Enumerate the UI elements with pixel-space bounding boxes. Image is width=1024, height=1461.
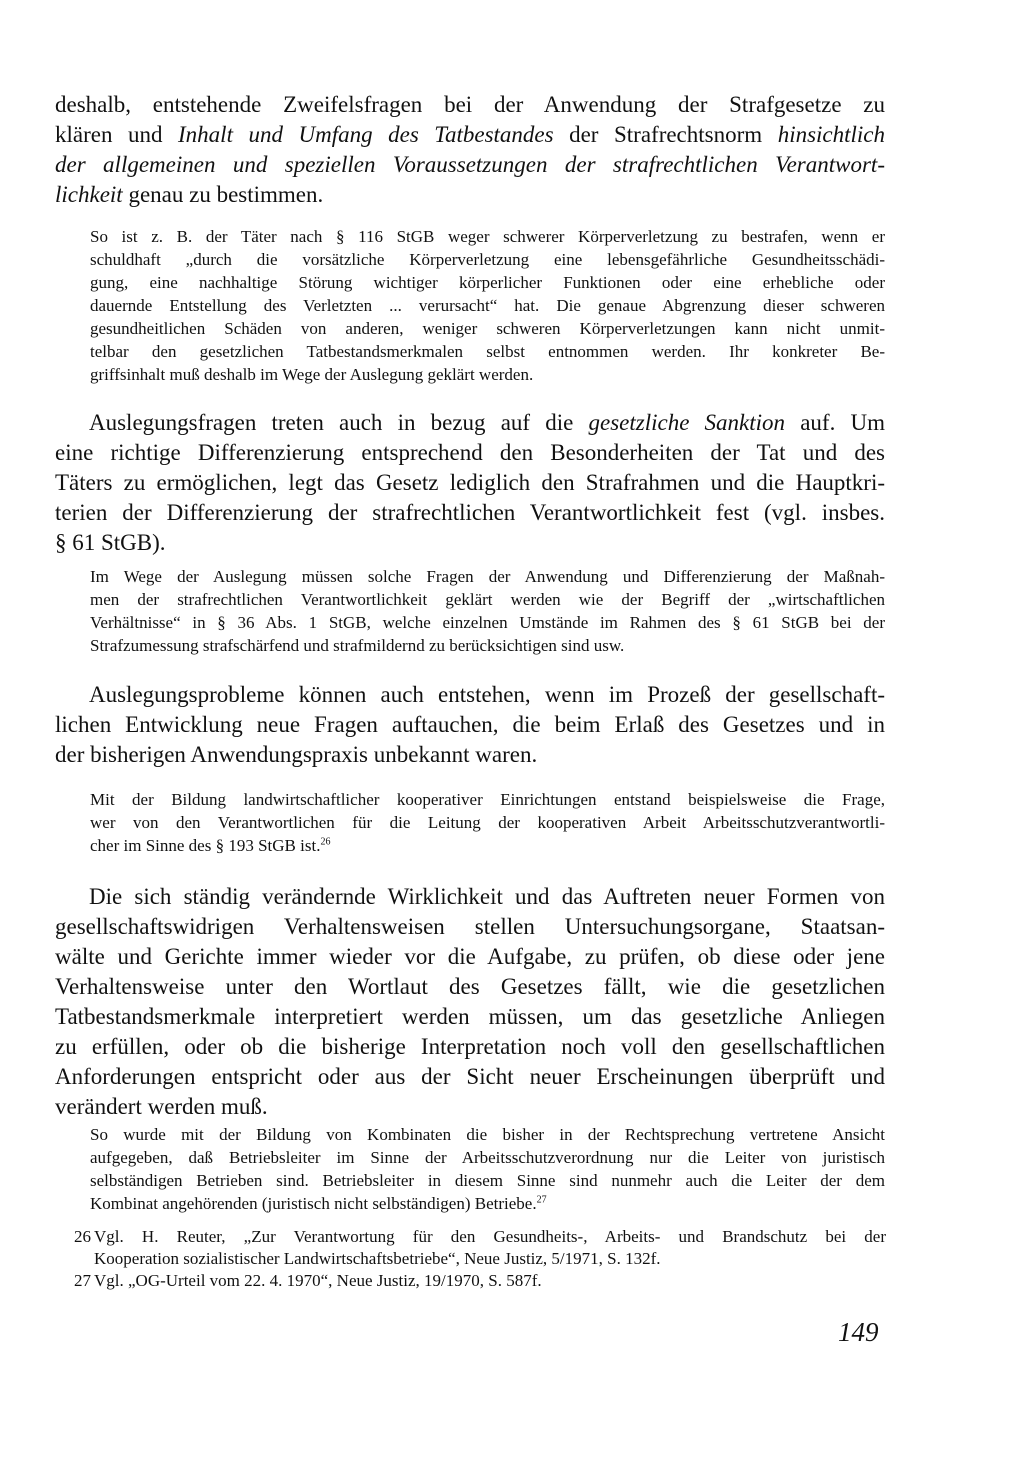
text-run: Verhältnisse“ in § 36 Abs. 1 StGB, welche einzelnen Umstände im Rahmen des § 61 StGB bei der [90, 613, 885, 632]
text-run: gesundheitlichen Schäden von anderen, weniger schweren Körperverletzungen kann nicht unmit- [90, 319, 885, 338]
text-run: Auslegungsprobleme können auch entstehen, wenn im Prozeß der gesellschaft- [89, 682, 885, 707]
italic-text: der allgemeinen und speziellen Voraussetzungen der strafrechtlichen Verantwort- [55, 152, 885, 177]
text-run: Die sich ständig verändernde Wirklichkeit und das Auftreten neuer Formen von [89, 884, 885, 909]
s1-line [90, 225, 885, 248]
footnote-text: Vgl. H. Reuter, „Zur Verantwortung für den Gesundheits-, Arbeits- und Brandschutz bei der [94, 1227, 886, 1246]
footnote-number: 26 [74, 1227, 91, 1246]
example-paragraph-1 [90, 225, 885, 386]
footnote [74, 1270, 886, 1292]
p3-line [55, 740, 885, 770]
s1-line [90, 248, 885, 271]
footnote-text: Vgl. „OG-Urteil vom 22. 4. 1970“, Neue Justiz, 19/1970, S. 587f. [94, 1271, 542, 1290]
italic-text: hinsichtlich [777, 122, 886, 147]
text-run: gesellschaftswidrigen Verhaltensweisen stellen Untersuchungsorgane, Staatsan- [55, 914, 885, 939]
text-run: gung, eine nachhaltige Störung wichtiger körperlicher Funktionen oder eine erhebliche oder [90, 273, 885, 292]
p2-line [55, 528, 885, 558]
text-run: Anforderungen entspricht oder aus der Sicht neuer Erscheinungen überprüft und [55, 1064, 885, 1089]
p4-line [55, 1032, 885, 1062]
text-run: griffsinhalt muß deshalb im Wege der Auslegung geklärt werden. [90, 365, 534, 384]
p4-line [55, 972, 885, 1002]
p4-line [55, 912, 885, 942]
text-run: aufgegeben, daß Betriebsleiter im Sinne der Arbeitsschutzverordnung nur die Leiter von juristisch [90, 1148, 885, 1167]
text-run: Strafzumessung strafschärfend und strafmildernd zu berücksichtigen sind usw. [90, 636, 625, 655]
text-run: der bisherigen Anwendungspraxis unbekannt waren. [55, 742, 538, 767]
p4-line [55, 1002, 885, 1032]
page-number: 149 [838, 1317, 879, 1347]
text-run: terien der Differenzierung der strafrechtlichen Verantwortlichkeit fest (vgl. insbes. [55, 500, 885, 525]
footnote-reference: 26 [320, 836, 331, 848]
footnote-line [74, 1248, 886, 1270]
text-run: Verhaltensweise unter den Wortlaut des Gesetzes fällt, wie die gesetzlichen [55, 974, 885, 999]
text-run: So ist z. B. der Täter nach § 116 StGB weger schwerer Körperverletzung zu bestrafen, wenn er [90, 227, 885, 246]
s3-line [90, 811, 885, 834]
text-run: wälte und Gerichte immer wieder vor die Aufgabe, zu prüfen, ob diese oder jene [55, 944, 885, 969]
text-run: Tatbestandsmerkmale interpretiert werden müssen, um das gesetzliche Anliegen [55, 1004, 885, 1029]
footnote-line [74, 1226, 886, 1248]
text-run: Auslegungsfragen treten auch in bezug auf die [89, 410, 589, 435]
text-run: lichen Entwicklung neue Fragen auftauchen, die beim Erlaß des Gesetzes und in [55, 712, 885, 737]
s1-line [90, 317, 885, 340]
text-run: cher im Sinne des § 193 StGB ist. [90, 836, 321, 855]
p1-line [55, 180, 885, 210]
p3-line [55, 710, 885, 740]
footnotes [74, 1226, 886, 1292]
s2-line [90, 634, 885, 657]
footnote-text: Kooperation sozialistischer Landwirtschaftsbetriebe“, Neue Justiz, 5/1971, S. 132f. [94, 1249, 661, 1268]
text-run: Kombinat angehörenden (juristisch nicht selbständigen) Betriebe. [90, 1194, 537, 1213]
example-paragraph-2 [90, 565, 885, 657]
example-paragraph-3 [90, 788, 885, 857]
footnote-reference: 27 [536, 1194, 547, 1206]
p1-line [55, 150, 885, 180]
s4-line [90, 1146, 885, 1169]
paragraph-3 [55, 680, 885, 770]
p4-line [55, 1062, 885, 1092]
text-run: verändert werden muß. [55, 1094, 268, 1119]
text-run: schuldhaft „durch die vorsätzliche Körperverletzung eine lebensgefährliche Gesundheitsschädi- [90, 250, 885, 269]
example-paragraph-4 [90, 1123, 885, 1215]
text-run: wer von den Verantwortlichen für die Leitung der kooperativen Arbeit Arbeitsschutzverantwortli- [90, 813, 885, 832]
p1-line [55, 90, 885, 120]
paragraph-1 [55, 90, 885, 210]
paragraph-2 [55, 408, 885, 558]
p1-line [55, 120, 885, 150]
s1-line [90, 340, 885, 363]
s1-line [90, 294, 885, 317]
text-run: deshalb, entstehende Zweifelsfragen bei der Anwendung der Strafgesetze zu [55, 92, 885, 117]
p4-line [55, 942, 885, 972]
p4-line [55, 1092, 885, 1122]
text-run: eine richtige Differenzierung entsprechend den Besonderheiten der Tat und des [55, 440, 885, 465]
text-run: zu erfüllen, oder ob die bisherige Interpretation noch voll den gesellschaftlichen [55, 1034, 885, 1059]
text-run: So wurde mit der Bildung von Kombinaten die bisher in der Rechtsprechung vertretene Ansicht [90, 1125, 885, 1144]
p2-line [55, 408, 885, 438]
p2-line [55, 438, 885, 468]
s1-line [90, 363, 885, 386]
text-run: Im Wege der Auslegung müssen solche Fragen der Anwendung und Differenzierung der Maßnah- [90, 567, 885, 586]
text-run: Mit der Bildung landwirtschaftlicher kooperativer Einrichtungen entstand beispielsweise die Frage, [90, 790, 885, 809]
italic-text: lichkeit [55, 182, 123, 207]
footnote [74, 1226, 886, 1270]
text-run: klären und [55, 122, 179, 147]
p4-line [55, 882, 885, 912]
text-run: der Strafrechtsnorm [553, 122, 778, 147]
footnote-line [74, 1270, 886, 1292]
s4-line [90, 1169, 885, 1192]
s4-line [90, 1192, 885, 1215]
footnote-number: 27 [74, 1271, 91, 1290]
text-run: men der strafrechtlichen Verantwortlichkeit geklärt werden wie der Begriff der „wirtschaftlichen [90, 590, 885, 609]
s1-line [90, 271, 885, 294]
s4-line [90, 1123, 885, 1146]
p3-line [55, 680, 885, 710]
p2-line [55, 498, 885, 528]
p2-line [55, 468, 885, 498]
s2-line [90, 611, 885, 634]
s3-line [90, 788, 885, 811]
paragraph-4 [55, 882, 885, 1122]
s2-line [90, 565, 885, 588]
text-run: genau zu bestimmen. [122, 182, 324, 207]
text-run: § 61 StGB). [55, 530, 166, 555]
s3-line [90, 834, 885, 857]
italic-text: gesetzliche Sanktion [588, 410, 786, 435]
text-run: selbständigen Betrieben sind. Betriebsleiter in diesem Sinne sind nunmehr auch die Leiter der dem [90, 1171, 885, 1190]
text-run: auf. Um [785, 410, 885, 435]
text-run: telbar den gesetzlichen Tatbestandsmerkmalen selbst entnommen werden. Ihr konkreter Be- [90, 342, 885, 361]
text-run: Täters zu ermöglichen, legt das Gesetz lediglich den Strafrahmen und die Hauptkri- [55, 470, 885, 495]
text-run: dauernde Entstellung des Verletzten ... verursacht“ hat. Die genaue Abgrenzung dieser schweren [90, 296, 885, 315]
italic-text: Inhalt und Umfang des Tatbestandes [178, 122, 554, 147]
s2-line [90, 588, 885, 611]
